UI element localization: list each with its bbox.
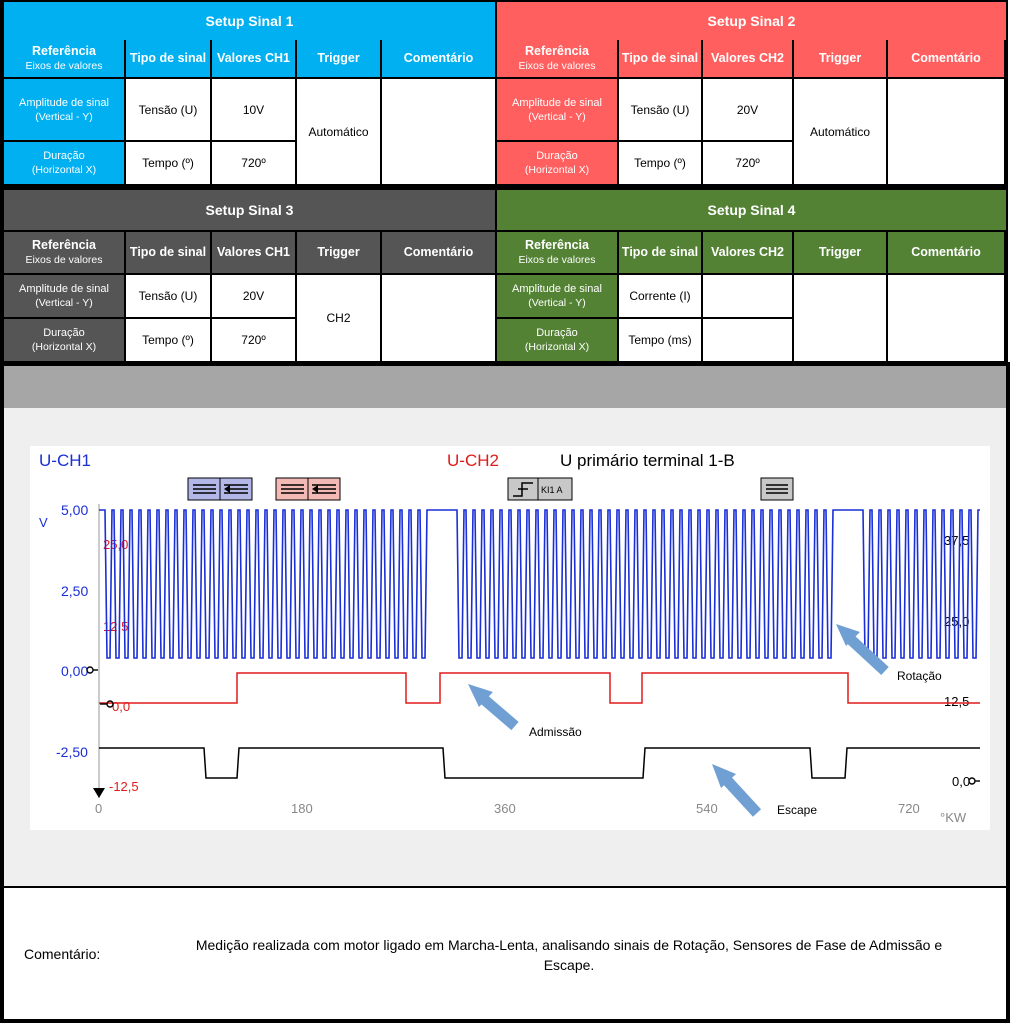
setup-title: Setup Sinal 1 bbox=[4, 2, 495, 40]
header-comentario: Comentário bbox=[382, 40, 495, 77]
setup-title: Setup Sinal 2 bbox=[497, 2, 1006, 40]
header-tipo: Tipo de sinal bbox=[619, 232, 701, 273]
header-valores: Valores CH2 bbox=[703, 232, 792, 273]
oscilloscope-screen bbox=[30, 446, 990, 830]
x-tick: 0 bbox=[95, 801, 103, 816]
header-referencia: Referência Eixos de valores bbox=[497, 232, 617, 273]
cell-comentario bbox=[382, 275, 495, 361]
header-trigger: Trigger bbox=[297, 232, 380, 273]
header-comentario: Comentário bbox=[888, 232, 1004, 273]
header-comentario: Comentário bbox=[888, 40, 1004, 77]
cell-valor bbox=[703, 275, 792, 317]
row-amplitude-label: Amplitude de sinal (Vertical - Y) bbox=[4, 275, 124, 317]
cell-tipo: Tensão (U) bbox=[619, 79, 701, 140]
annotation-escape: Escape bbox=[777, 803, 818, 817]
cell-valor: 10V bbox=[212, 79, 295, 140]
cell-tipo: Tempo (º) bbox=[619, 142, 701, 184]
row-duracao-label: Duração (Horizontal X) bbox=[4, 319, 124, 361]
ch2-tick: -12,5 bbox=[109, 779, 139, 794]
cell-tipo: Tensão (U) bbox=[126, 79, 210, 140]
ch2-cursor-icon[interactable] bbox=[276, 478, 340, 500]
left-tick: 0,00 bbox=[61, 663, 89, 679]
header-referencia: Referência Eixos de valores bbox=[4, 232, 124, 273]
ch1-label: U-CH1 bbox=[39, 451, 91, 470]
cell-comentario bbox=[382, 79, 495, 184]
comment-text: Medição realizada com motor ligado em Marcha-Lenta, analisando sinais de Rotação, Sensores de Fase de Admissão e Escape. bbox=[195, 937, 943, 973]
left-tick: 5,00 bbox=[61, 502, 89, 518]
cell-valor bbox=[703, 319, 792, 361]
cell-valor: 720º bbox=[703, 142, 792, 184]
ch2-tick: 25,0 bbox=[103, 537, 129, 552]
x-tick: 720 bbox=[898, 801, 920, 816]
setup-table bbox=[2, 230, 497, 363]
scope-title: U primário terminal 1-B bbox=[560, 451, 735, 470]
row-amplitude-label: Amplitude de sinal (Vertical - Y) bbox=[4, 79, 124, 140]
ch2-tick: 0,0 bbox=[112, 699, 131, 714]
header-tipo: Tipo de sinal bbox=[619, 40, 701, 77]
x-tick: 360 bbox=[494, 801, 516, 816]
cell-valor: 720º bbox=[212, 142, 295, 184]
cell-trigger: Automático bbox=[794, 79, 886, 184]
header-trigger: Trigger bbox=[794, 40, 886, 77]
setup-table bbox=[2, 38, 497, 186]
right-tick: 12,5 bbox=[944, 694, 970, 709]
header-tipo: Tipo de sinal bbox=[126, 232, 210, 273]
cell-trigger: CH2 bbox=[297, 275, 380, 361]
cell-comentario bbox=[888, 275, 1004, 361]
cell-tipo: Tensão (U) bbox=[126, 275, 210, 317]
cell-comentario bbox=[888, 79, 1004, 184]
comment-box bbox=[4, 888, 1006, 1019]
row-amplitude-label: Amplitude de sinal (Vertical - Y) bbox=[497, 275, 617, 317]
ch2-tick: 12,5 bbox=[103, 619, 129, 634]
oscilloscope-svg bbox=[30, 446, 990, 830]
row-amplitude-label: Amplitude de sinal (Vertical - Y) bbox=[497, 79, 617, 140]
setup-panel-4 bbox=[495, 186, 1008, 366]
setup-panel-2 bbox=[495, 0, 1008, 188]
header-valores: Valores CH1 bbox=[212, 40, 295, 77]
cell-tipo: Corrente (I) bbox=[619, 275, 701, 317]
annotation-admissao: Admissão bbox=[529, 725, 582, 739]
header-trigger: Trigger bbox=[794, 232, 886, 273]
setup-panel-3 bbox=[0, 186, 497, 366]
header-referencia: Referência Eixos de valores bbox=[497, 40, 617, 77]
cell-valor: 720º bbox=[212, 319, 295, 361]
right-tick: 37,5 bbox=[944, 533, 970, 548]
header-valores: Valores CH1 bbox=[212, 232, 295, 273]
cell-tipo: Tempo (º) bbox=[126, 142, 210, 184]
left-tick: -2,50 bbox=[56, 744, 88, 760]
trigger-button-label: KI1 A bbox=[541, 485, 563, 495]
cell-valor: 20V bbox=[212, 275, 295, 317]
unit-left: V bbox=[39, 515, 48, 530]
annotation-rotacao: Rotação bbox=[897, 669, 942, 683]
setup-table bbox=[495, 230, 1006, 363]
setup-title: Setup Sinal 4 bbox=[497, 190, 1006, 230]
x-unit: °KW bbox=[940, 810, 967, 825]
left-tick: 2,50 bbox=[61, 583, 89, 599]
trigger-edge-icon[interactable] bbox=[508, 478, 572, 500]
cell-tipo: Tempo (º) bbox=[126, 319, 210, 361]
cell-valor: 20V bbox=[703, 79, 792, 140]
row-duracao-label: Duração (Horizontal X) bbox=[497, 319, 617, 361]
setup-table bbox=[495, 38, 1006, 186]
x-tick: 180 bbox=[291, 801, 313, 816]
right-tick: 0,0 bbox=[952, 774, 971, 789]
header-comentario: Comentário bbox=[382, 232, 495, 273]
header-valores: Valores CH2 bbox=[703, 40, 792, 77]
row-duracao-label: Duração (Horizontal X) bbox=[497, 142, 617, 184]
grey-band bbox=[4, 366, 1006, 408]
cell-tipo: Tempo (ms) bbox=[619, 319, 701, 361]
setup-title: Setup Sinal 3 bbox=[4, 190, 495, 230]
cell-trigger: Automático bbox=[297, 79, 380, 184]
header-referencia: Referência Eixos de valores bbox=[4, 40, 124, 77]
grid-menu-icon[interactable] bbox=[761, 478, 793, 500]
ch2-label: U-CH2 bbox=[447, 451, 499, 470]
comment-label: Comentário: bbox=[24, 946, 101, 962]
header-trigger: Trigger bbox=[297, 40, 380, 77]
right-tick: 25,0 bbox=[944, 614, 970, 629]
header-tipo: Tipo de sinal bbox=[126, 40, 210, 77]
cell-trigger bbox=[794, 275, 886, 361]
ch1-cursor-icon[interactable] bbox=[188, 478, 252, 500]
x-tick: 540 bbox=[696, 801, 718, 816]
setup-panel-1 bbox=[0, 0, 497, 188]
row-duracao-label: Duração (Horizontal X) bbox=[4, 142, 124, 184]
